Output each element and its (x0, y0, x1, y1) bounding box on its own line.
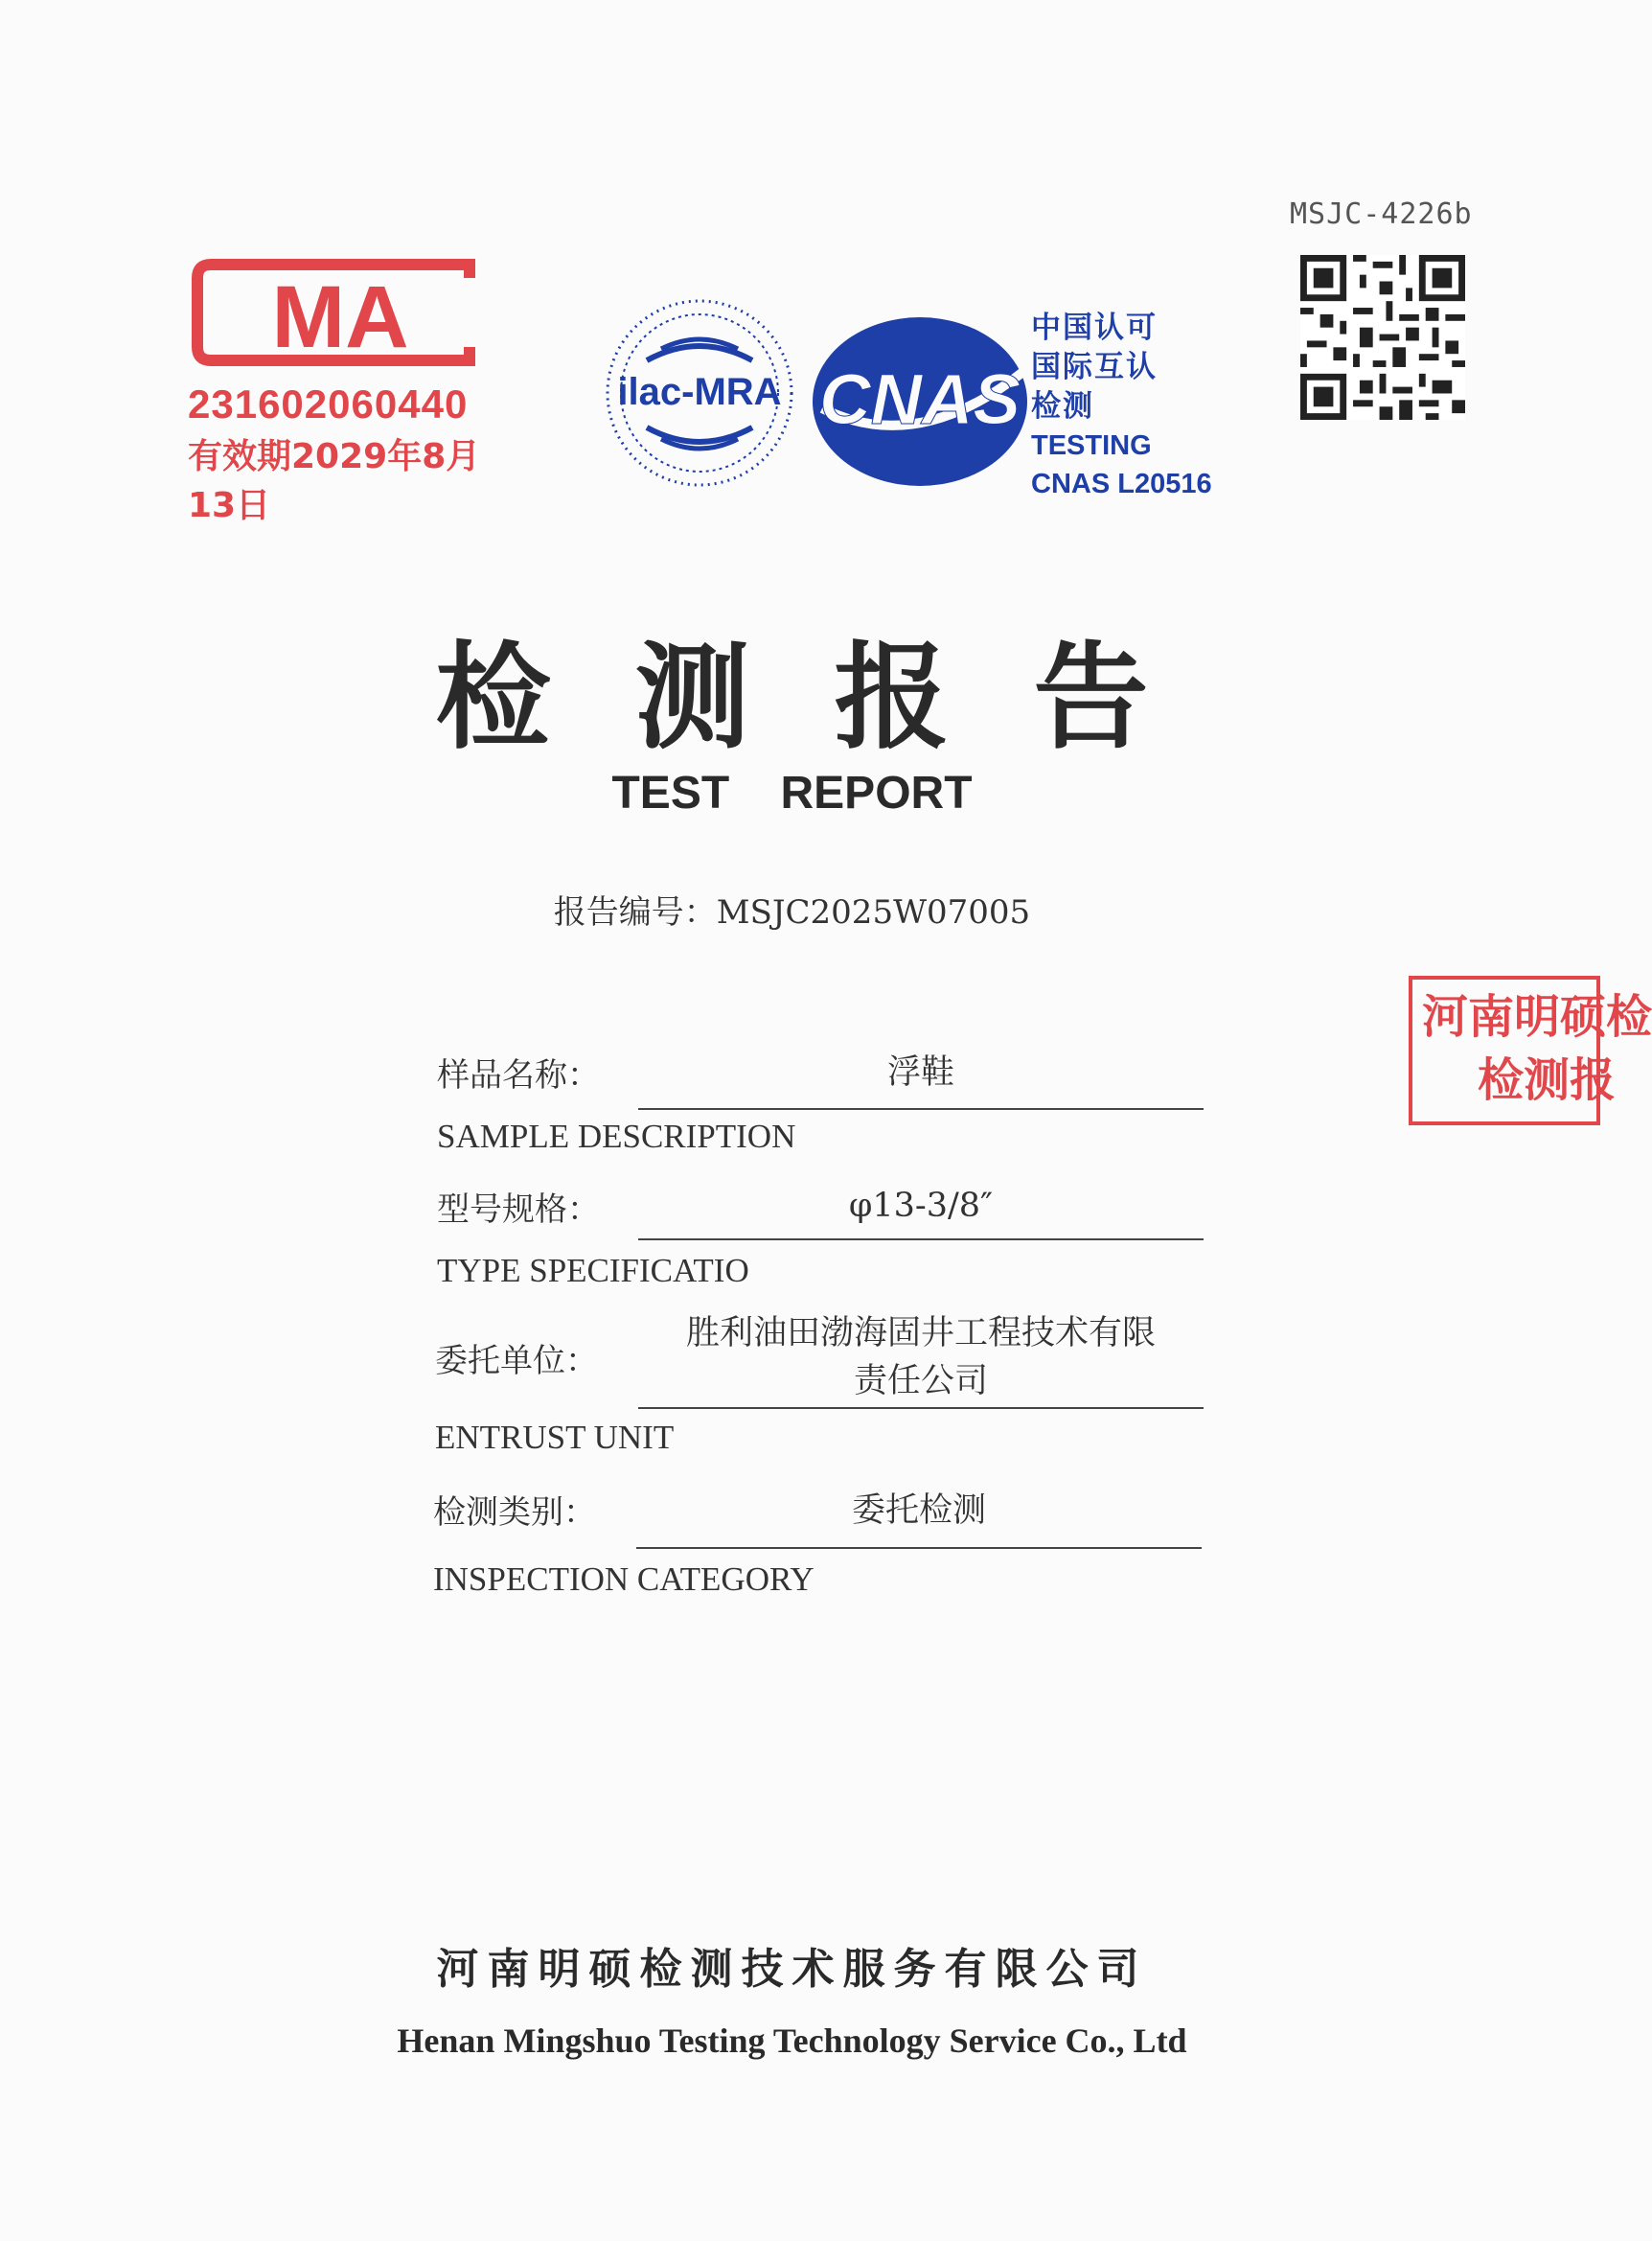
type-specification-value-text: φ13-3/8″ (848, 1187, 994, 1225)
inspection-category-value-text: 委托检测 (851, 1491, 986, 1530)
report-number (0, 886, 1584, 933)
company-seal-stamp (1409, 976, 1652, 1125)
cnas-accreditation-text (1031, 309, 1212, 503)
company-name-en: Henan Mingshuo Testing Technology Service Co., Ltd (397, 2022, 1187, 2060)
ma-logo-text: MA (271, 268, 409, 366)
entrust-unit-value (638, 1309, 1204, 1409)
document-code: MSJC-4226b (1290, 197, 1473, 231)
entrust-unit-value-line-2: 责任公司 (853, 1362, 988, 1400)
report-title-en: TEST REPORT (611, 768, 973, 819)
ma-validity-date: 有效期2029年8月13日 (188, 437, 481, 525)
cnas-line-5: CNAS L20516 (1031, 469, 1212, 499)
inspection-category-label-en: INSPECTION CATEGORY (433, 1560, 815, 1598)
cnas-line-3: 检测 (1031, 389, 1094, 424)
type-specification-label-en: TYPE SPECIFICATIO (437, 1252, 749, 1289)
sample-description-label-cn: 样品名称： (437, 1056, 600, 1095)
cnas-logo-text: CNAS (819, 359, 1021, 439)
report-number-label: 报告编号： (553, 893, 717, 932)
ma-certification-stamp (182, 251, 498, 525)
entrust-unit-label-en: ENTRUST UNIT (435, 1419, 675, 1456)
cnas-line-2: 国际互认 (1031, 350, 1158, 384)
cnas-logo (803, 312, 1033, 491)
type-specification-value (638, 1183, 1204, 1240)
seal-line-2: 检测报 (1478, 1053, 1617, 1107)
ma-certificate-number: 231602060440 (188, 381, 469, 427)
entrust-unit-label-cn: 委托单位： (435, 1342, 598, 1380)
report-title-cn: 检测报告 (435, 632, 1233, 765)
seal-line-1: 河南明硕检 (1422, 990, 1652, 1044)
inspection-category-value (636, 1486, 1202, 1549)
ilac-logo-text: ilac-MRA (617, 371, 782, 413)
sample-description-value-text: 浮鞋 (886, 1053, 954, 1092)
company-name-cn: 河南明硕检测技术服务有限公司 (436, 1945, 1148, 1994)
cnas-line-4: TESTING (1031, 430, 1152, 461)
qr-code (1300, 252, 1465, 423)
sample-description-label-en: SAMPLE DESCRIPTION (437, 1118, 796, 1155)
report-number-value: MSJC2025W07005 (716, 893, 1031, 932)
ilac-mra-logo (604, 293, 795, 493)
ma-logo (182, 251, 498, 376)
sample-description-value (638, 1049, 1204, 1110)
entrust-unit-value-line-1: 胜利油田渤海固井工程技术有限 (685, 1314, 1156, 1352)
cnas-line-1: 中国认可 (1031, 311, 1158, 345)
inspection-category-label-cn: 检测类别： (433, 1493, 596, 1532)
type-specification-label-cn: 型号规格： (437, 1190, 600, 1229)
